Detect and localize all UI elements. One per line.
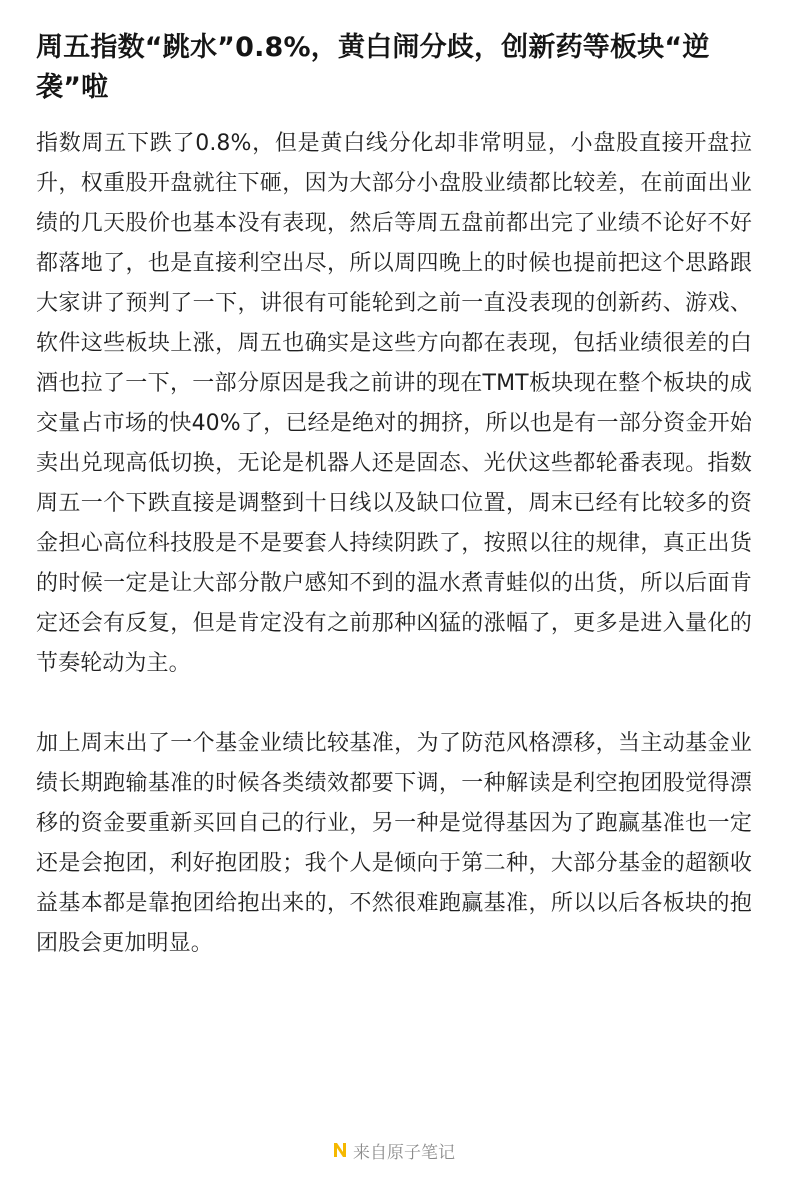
note-body [36,124,752,964]
paragraph-2: 加上周末出了一个基金业绩比较基准，为了防范风格漂移，当主动基金业绩长期跑输基准的时候各类绩效都要下调，一种解读是利空抱团股觉得漂移的资金要重新买回自己的行业，另一种是觉得基因为了跑赢基准也一定还是会抱团，利好抱团股；我个人是倾向于第二种，大部分基金的超额收益基本都是靠抱团给抱出来的，不然很难跑赢基准，所以以后各板块的抱团股会更加明显。 [36,731,752,956]
footer-source [0,1137,788,1163]
paragraph-1: 指数周五下跌了0.8%，但是黄白线分化却非常明显，小盘股直接开盘拉升，权重股开盘就往下砸，因为大部分小盘股业绩都比较差，在前面出业绩的几天股价也基本没有表现，然后等周五盘前都出完了业绩不论好不好都落地了，也是直接利空出尽，所以周四晚上的时候也提前把这个思路跟大家讲了预判了一下，讲很有可能轮到之前一直没表现的创新药、游戏、软件这些板块上涨，周五也确实是这些方向都在表现，包括业绩很差的白酒也拉了一下，一部分原因是我之前讲的现在TMT板块现在整个板块的成交量占市场的快40%了，已经是绝对的拥挤，所以也是有一部分资金开始卖出兑现高低切换，无论是机器人还是固态、光伏这些都轮番表现。指数周五一个下跌直接是调整到十日线以及缺口位置，周末已经有比较多的资金担心高位科技股是不是要套人持续阴跌了，按照以往的规律，真正出货的时候一定是让大部分散户感知不到的温水煮青蛙似的出货，所以后面肯定还会有反复，但是肯定没有之前那种凶猛的涨幅了，更多是进入量化的节奏轮动为主。 [36,131,752,676]
app-logo-icon [333,1142,347,1158]
note-title: 周五指数“跳水”0.8%，黄白闹分歧，创新药等板块“逆袭”啦 [36,32,710,103]
note-article [36,28,752,964]
footer-source-text: 来自原子笔记 [353,1142,455,1163]
